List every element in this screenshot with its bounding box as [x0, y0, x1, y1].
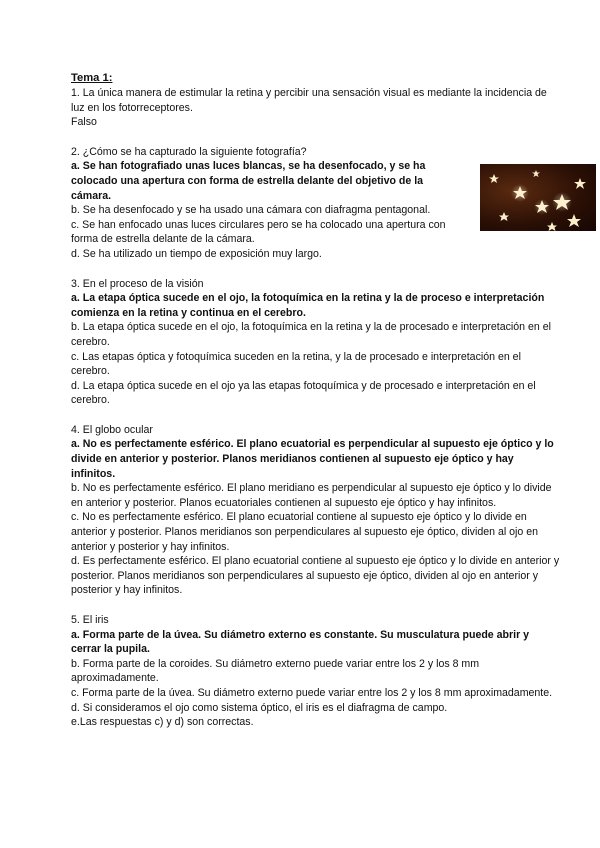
- question-4-option-d: d. Es perfectamente esférico. El plano ecuatorial contiene al supuesto eje óptico y lo divide en anterior y posterior. Planos meridianos son perpendiculares al supuesto eje óptico, dividen al ojo en anterior y posterior y hay infinitos.: [71, 555, 560, 597]
- question-5-option-c: c. Forma parte de la úvea. Su diámetro externo puede variar entre los 2 y los 8 mm aproximadamente.: [71, 686, 553, 699]
- question-5-prompt: 5. El iris: [71, 614, 109, 626]
- question-3-option-c: c. Las etapas óptica y fotoquímica suceden en la retina, y la de procesado e interpretación en el cerebro.: [71, 350, 521, 378]
- question-5-option-d: d. Si consideramos el ojo como sistema óptico, el iris es el diafragma de campo.: [71, 701, 448, 714]
- question-2-prompt: 2. ¿Cómo se ha capturado la siguiente fotografía?: [71, 145, 307, 158]
- question-2-option-b: b. Se ha desenfocado y se ha usado una cámara con diafragma pentagonal.: [71, 204, 431, 217]
- question-4-option-a: a. No es perfectamente esférico. El plano ecuatorial es perpendicular al supuesto eje óptico y lo divide en anterior y posterior. Planos meridianos contienen al supuesto eje óptico y hay infinitos.: [71, 438, 554, 480]
- star-bokeh-photo: [480, 164, 596, 231]
- question-3-prompt: 3. En el proceso de la visión: [71, 277, 204, 290]
- question-3-option-a: a. La etapa óptica sucede en el ojo, la fotoquímica en la retina y la de proceso e interpretación comienza en la retina y continua en el cerebro.: [71, 292, 545, 319]
- question-3: [71, 277, 560, 408]
- question-3-option-d: d. La etapa óptica sucede en el ojo ya las etapas fotoquímica y de procesado e interpretación en el cerebro.: [71, 379, 536, 407]
- question-4-option-b: b. No es perfectamente esférico. El plano meridiano es perpendicular al supuesto eje óptico y lo divide en anterior y posterior. Planos ecuatoriales contienen al supuesto eje óptico y hay infinitos.: [71, 482, 552, 509]
- question-2-option-a: a. Se han fotografiado unas luces blancas, se ha desenfocado, y se ha colocado una apertura con forma de estrella delante del objetivo de la cámara.: [71, 160, 426, 202]
- question-1-statement: 1. La única manera de estimular la retina y percibir una sensación visual es mediante la incidencia de luz en los fotorreceptores.: [71, 87, 547, 114]
- question-4-prompt: 4. El globo ocular: [71, 423, 153, 436]
- question-1-answer: Falso: [71, 116, 97, 129]
- question-2: [71, 145, 560, 262]
- question-3-option-b: b. La etapa óptica sucede en el ojo, la fotoquímica en la retina y la de procesado e interpretación en el cerebro.: [71, 321, 551, 348]
- question-2-option-c: c. Se han enfocado unas luces circulares pero se ha colocado una apertura con forma de estrella delante de la cámara.: [71, 218, 446, 246]
- question-5-option-a: a. Forma parte de la úvea. Su diámetro externo es constante. Su musculatura puede abrir y cerrar la pupila.: [71, 628, 530, 656]
- question-2-option-d: d. Se ha utilizado un tiempo de exposición muy largo.: [71, 247, 322, 260]
- question-4: [71, 423, 560, 598]
- question-5-option-b: b. Forma parte de la coroides. Su diámetro externo puede variar entre los 2 y los 8 mm aproximadamente.: [71, 657, 480, 685]
- section-title: Tema 1:: [71, 72, 113, 84]
- star-bokeh-image: [480, 164, 596, 231]
- question-4-option-c: c. No es perfectamente esférico. El plano ecuatorial contiene al supuesto eje óptico y lo divide en anterior y posterior. Planos meridianos son perpendiculares al supuesto eje óptico, dividen al ojo en anterior y posterior y hay infinitos.: [71, 511, 538, 553]
- question-5: [71, 613, 560, 730]
- question-5-option-e: e.Las respuestas c) y d) son correctas.: [71, 716, 254, 729]
- question-1: [71, 86, 560, 130]
